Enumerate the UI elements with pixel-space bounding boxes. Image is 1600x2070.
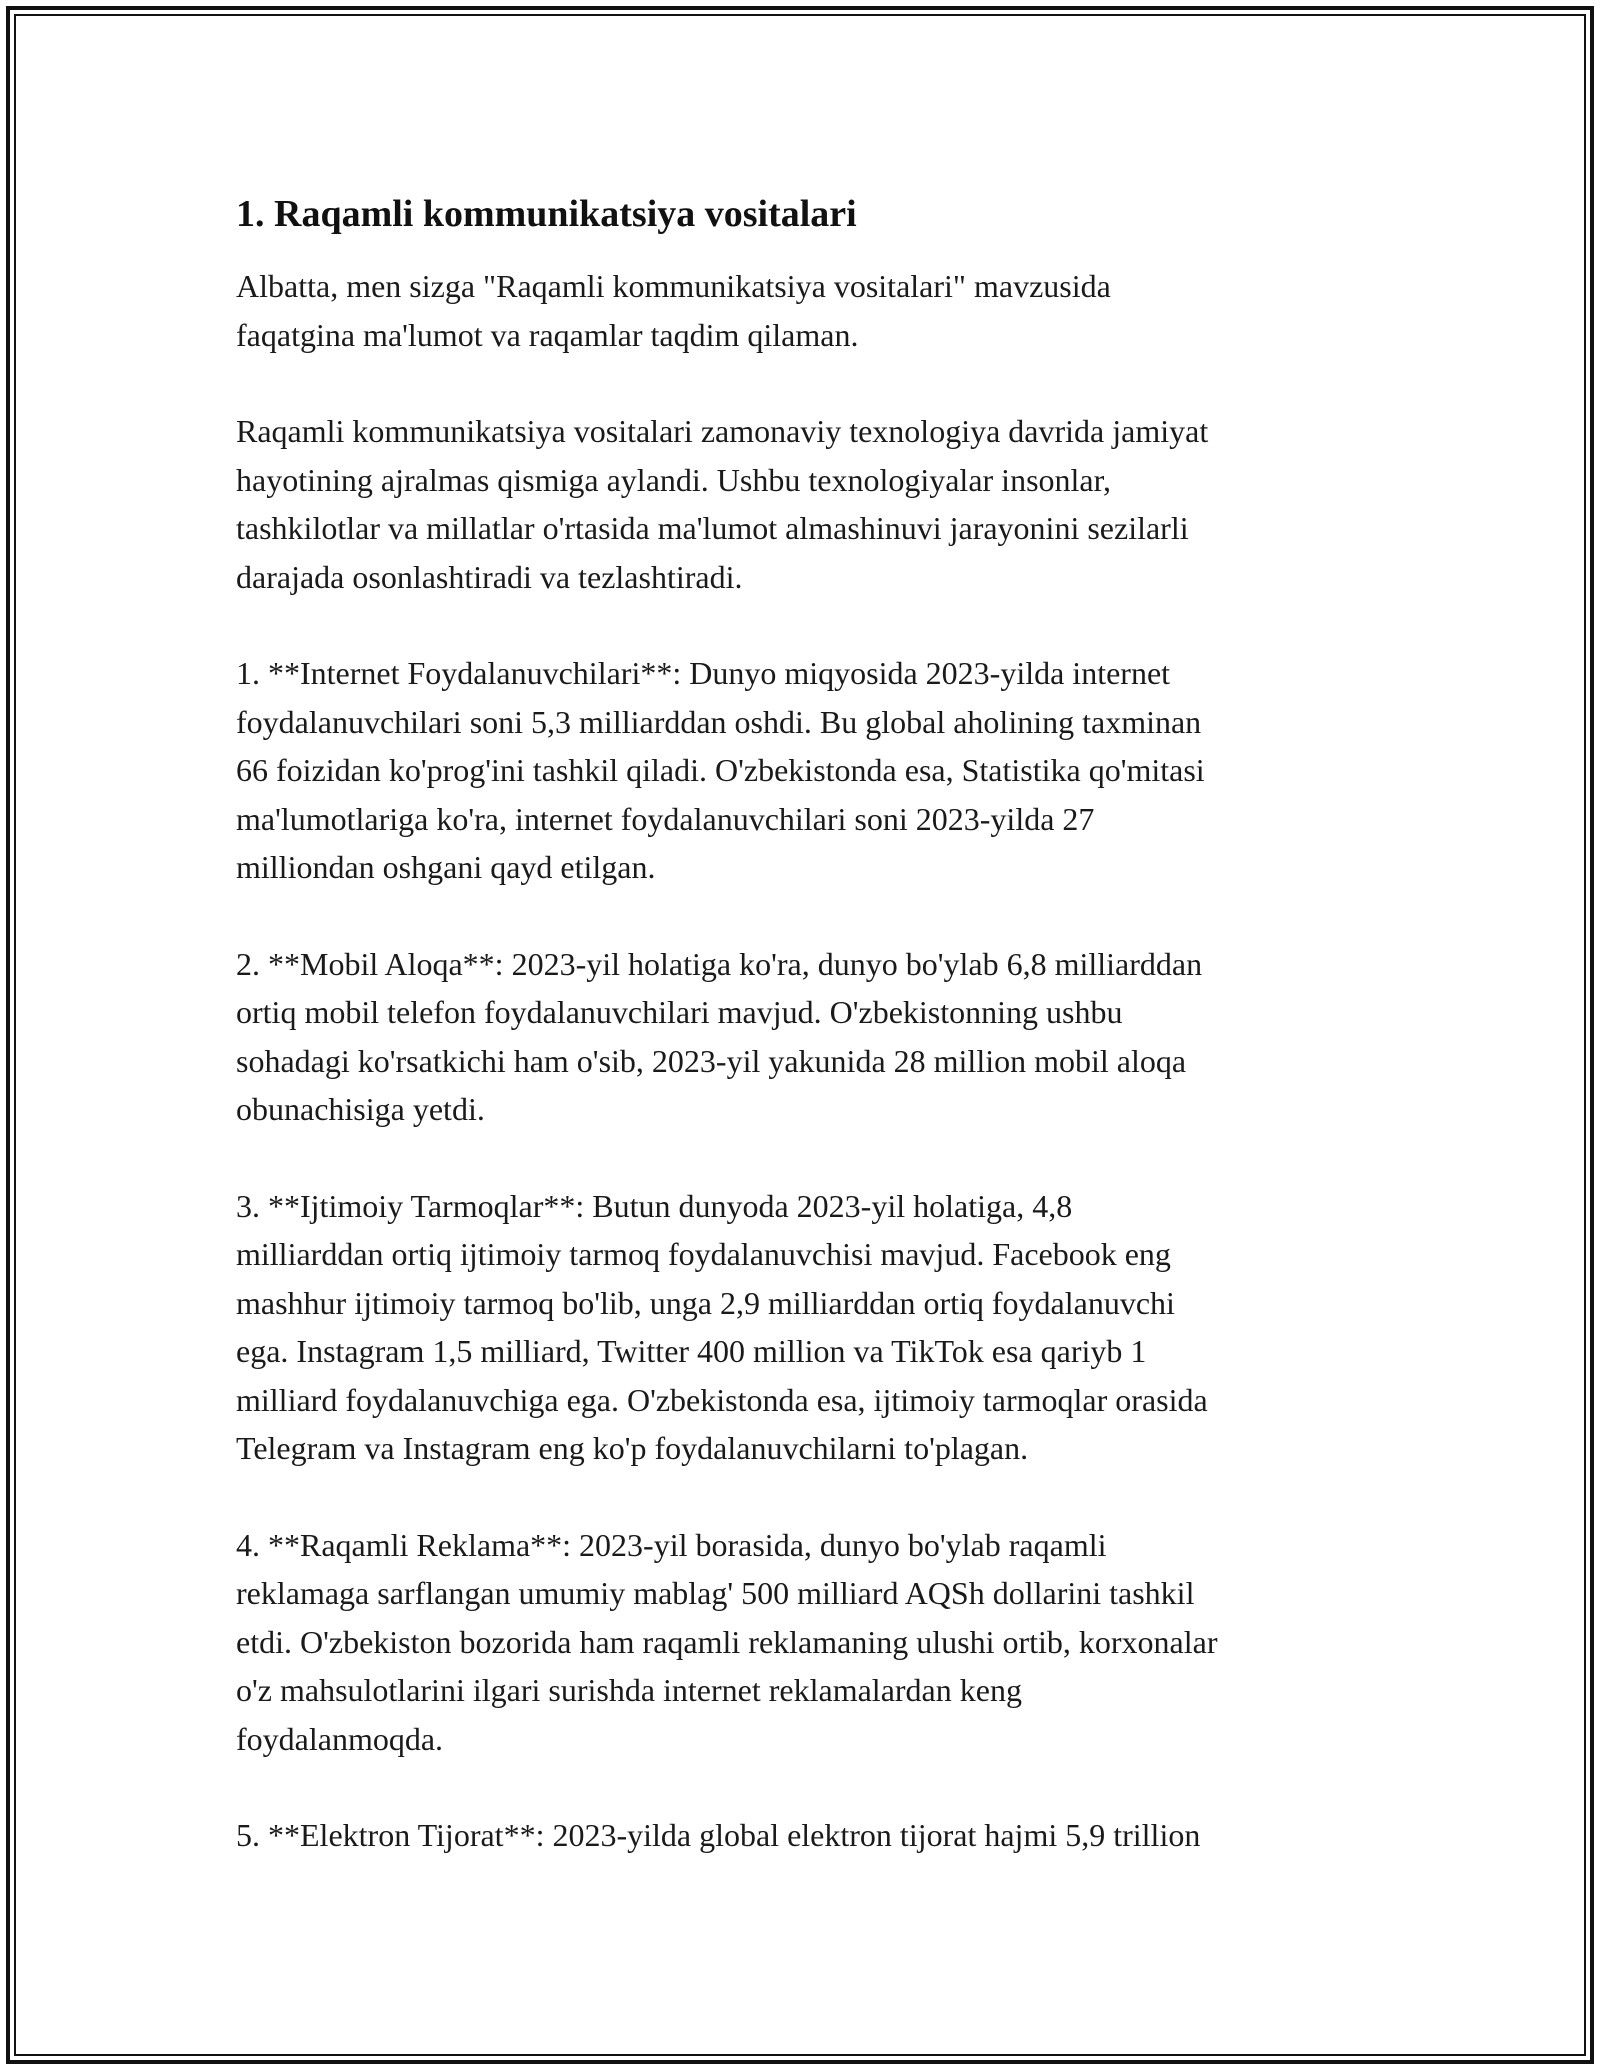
e-commerce-paragraph: 5. **Elektron Tijorat**: 2023-yilda global elektron tijorat hajmi 5,9 trillion (236, 1817, 1201, 1853)
intro-paragraph: Albatta, men sizga "Raqamli kommunikatsiya vositalari" mavzusida faqatgina ma'lumot va raqamlar taqdim qilaman. (236, 268, 1111, 353)
mobile-communication-paragraph: 2. **Mobil Aloqa**: 2023-yil holatiga ko'ra, dunyo bo'ylab 6,8 milliarddan ortiq mobil telefon foydalanuvchilari mavjud. O'zbekistonning ushbu sohadagi ko'rsatkichi ham o'sib, 2023-yil yakunida 28 million mobil aloqa obunachisiga yetdi. (236, 945, 1203, 1127)
social-networks-paragraph: 3. **Ijtimoiy Tarmoqlar**: Butun dunyoda 2023-yil holatiga, 4,8 milliarddan ortiq ijtimoiy tarmoq foydalanuvchisi mavjud. Facebook eng mashhur ijtimoiy tarmoq bo'lib, unga 2,9 milliarddan ortiq foydalanuvchi ega. Instagram 1,5 milliard, Twitter 400 million va TikTok esa qariyb 1 milliard foydalanuvchiga ega. O'zbekistonda esa, ijtimoiy tarmoqlar orasida Telegram va Instagram eng ko'p foydalanuvchilarni to'plagan. (236, 1187, 1208, 1466)
internet-users-paragraph: 1. **Internet Foydalanuvchilari**: Dunyo miqyosida 2023-yilda internet foydalanuvchilari soni 5,3 milliarddan oshdi. Bu global aholining taxminan 66 foizidan ko'prog'ini tashkil qiladi. O'zbekistonda esa, Statistika qo'mitasi ma'lumotlariga ko'ra, internet foydalanuvchilari soni 2023-yilda 27 milliondan oshgani qayd etilgan. (236, 655, 1205, 885)
document-body (236, 188, 1386, 1860)
section-title: 1. Raqamli kommunikatsiya vositalari (236, 193, 857, 235)
digital-advertising-paragraph: 4. **Raqamli Reklama**: 2023-yil borasida, dunyo bo'ylab raqamli reklamaga sarflangan umumiy mablag' 500 milliard AQSh dollarini tashkil etdi. O'zbekiston bozorida ham raqamli reklamaning ulushi ortib, korxonalar o'z mahsulotlarini ilgari surishda internet reklamalardan keng foydalanmoqda. (236, 1526, 1218, 1757)
overview-paragraph: Raqamli kommunikatsiya vositalari zamonaviy texnologiya davrida jamiyat hayotining ajralmas qismiga aylandi. Ushbu texnologiyalar insonlar, tashkilotlar va millatlar o'rtasida ma'lumot almashinuvi jarayonini sezilarli darajada osonlashtiradi va tezlashtiradi. (236, 413, 1209, 595)
